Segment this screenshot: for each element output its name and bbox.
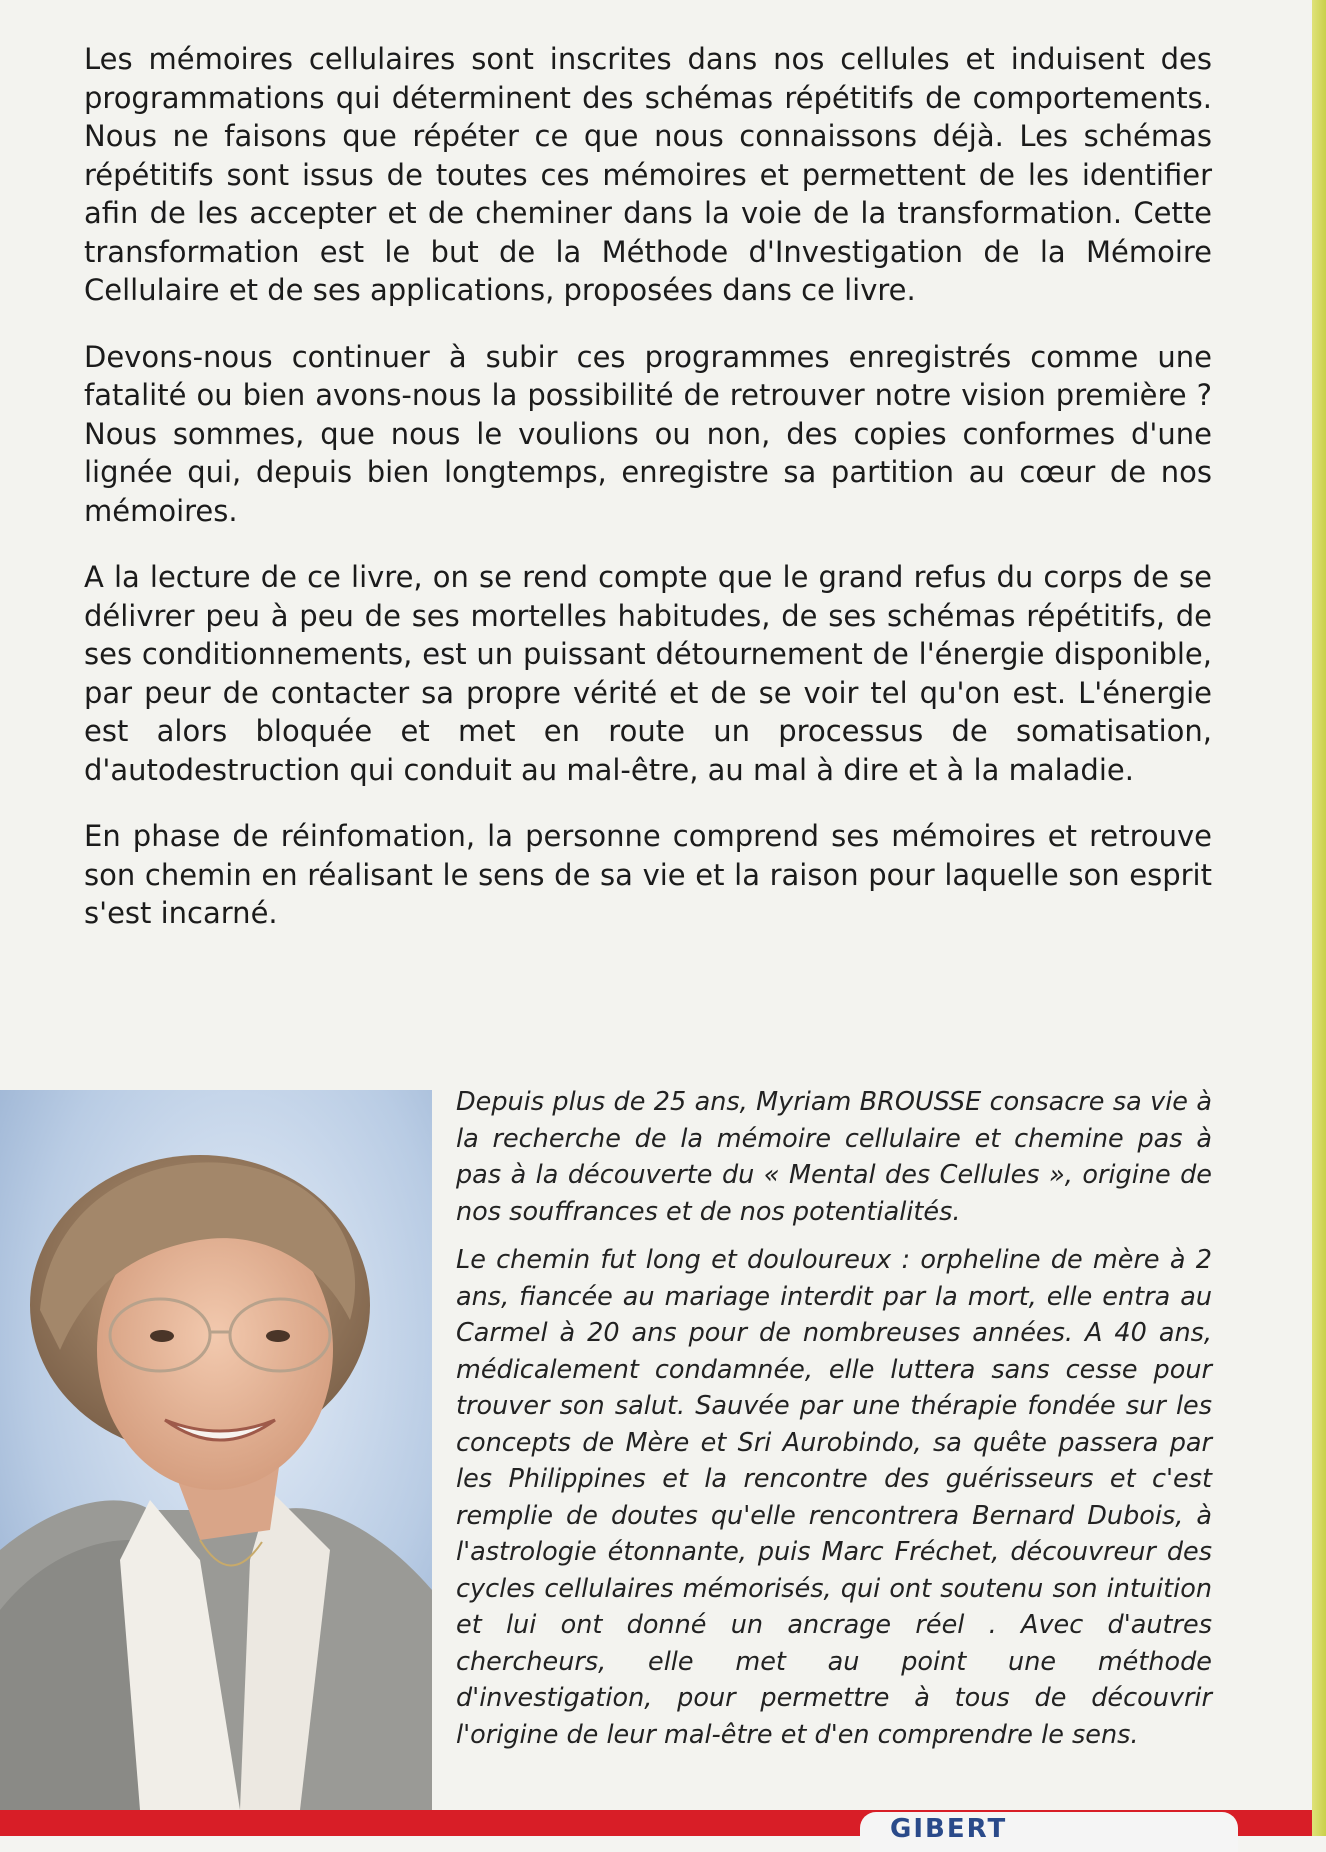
- bio-paragraph-1: Depuis plus de 25 ans, Myriam BROUSSE consacre sa vie à la recherche de la mémoire cellulaire et chemine pas à pas à la découverte du « Mental des Cellules », origine de nos souffrances et de nos potentialités.: [456, 1087, 1212, 1227]
- paragraph-1: Les mémoires cellulaires sont inscrites dans nos cellules et induisent des programmations qui déterminent des schémas répétitifs de comportements. Nous ne faisons que répéter ce que nous connaissons déjà. Les schémas répétitifs sont issus de toutes ces mémoires et permettent de les identifier afin de les accepter et de cheminer dans la voie de la transformation. Cette transformation est le but de la Méthode d'Investigation de la Mémoire Cellulaire et de ses applications, proposées dans ce livre.: [84, 42, 1212, 307]
- bio-paragraph-2: Le chemin fut long et douloureux : orpheline de mère à 2 ans, fiancée au mariage interdit par la mort, elle entra au Carmel à 20 ans pour de nombreuses années. A 40 ans, médicalement condamnée, elle luttera sans cesse pour trouver son salut. Sauvée par une thérapie fondée sur les concepts de Mère et Sri Aurobindo, sa quête passera par les Philippines et la rencontre des guérisseurs et c'est remplie de doutes qu'elle rencontrera Bernard Dubois, à l'astrologie étonnante, puis Marc Fréchet, découvreur des cycles cellulaires mémorisés, qui ont soutenu son intuition et lui ont donné un ancrage réel . Avec d'autres chercheurs, elle met au point une méthode d'investigation, pour permettre à tous de découvrir l'origine de leur mal-être et d'en comprendre le sens.: [456, 1245, 1212, 1750]
- main-text: [84, 40, 1212, 961]
- author-photo: [0, 1090, 432, 1810]
- paragraph-2: Devons-nous continuer à subir ces programmes enregistrés comme une fatalité ou bien avons-nous la possibilité de retrouver notre vision première ? Nous sommes, que nous le voulions ou non, des copies conformes d'une lignée qui, depuis bien longtemps, enregistre sa partition au cœur de nos mémoires.: [84, 339, 1212, 528]
- cover-edge: [1312, 0, 1326, 1836]
- paragraph-4: En phase de réinfomation, la personne comprend ses mémoires et retrouve son chemin en réalisant le sens de sa vie et la raison pour laquelle son esprit s'est incarné.: [84, 819, 1212, 930]
- publisher-name: GIBERT: [890, 1814, 1008, 1844]
- author-portrait-illustration: [0, 1090, 432, 1810]
- publisher-logo: [860, 1812, 1238, 1852]
- author-bio: [456, 1084, 1212, 1765]
- paragraph-3: A la lecture de ce livre, on se rend compte que le grand refus du corps de se délivrer peu à peu de ses mortelles habitudes, de ses schémas répétitifs, de ses conditionnements, est un puissant détournement de l'énergie disponible, par peur de contacter sa propre vérité et de se voir tel qu'on est. L'énergie est alors bloquée et met en route un processus de somatisation, d'autodestruction qui conduit au mal-être, au mal à dire et à la maladie.: [84, 560, 1212, 787]
